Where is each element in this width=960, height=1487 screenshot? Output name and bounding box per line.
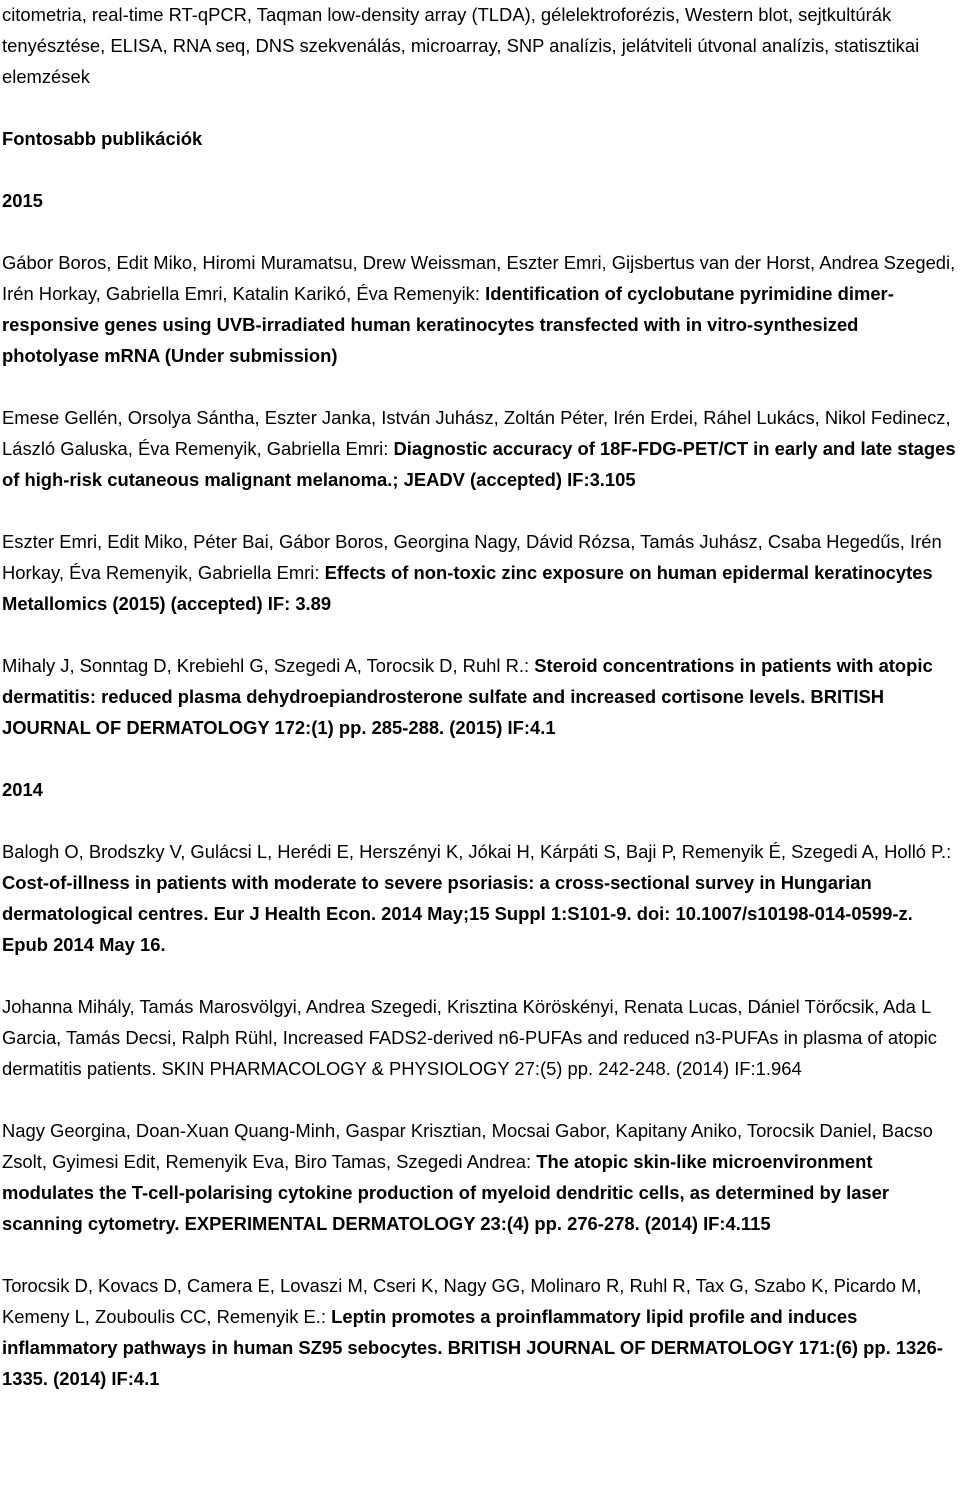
publication-title: Leptin promotes a proinflammatory lipid profile and induces inflammatory pathways in human SZ95 sebocytes. BRITISH JOURNAL OF DERMATOLOGY 171:(6) pp. 1326-1335. (2014) IF:4.1 — [2, 1306, 943, 1389]
section-title: Fontosabb publikációk — [2, 128, 203, 149]
publication-title: Steroid concentrations in patients with atopic dermatitis: reduced plasma dehydroepiandrosterone sulfate and increased cortisone levels. BRITISH JOURNAL OF DERMATOLOGY 172:(1) pp. 285-288. (2015) IF:4.1 — [2, 655, 933, 738]
publication-entry — [2, 402, 958, 495]
publication-title: The atopic skin-like microenvironment modulates the T-cell-polarising cytokine production of myeloid dendritic cells, as determined by laser scanning cytometry. EXPERIMENTAL DERMATOLOGY 23:(4) pp. 276-278. (2014) IF:4.115 — [2, 1151, 890, 1234]
publication-authors: Mihaly J, Sonntag D, Krebiehl G, Szegedi A, Torocsik D, Ruhl R.: — [2, 655, 535, 676]
year-heading-2015: 2015 — [2, 190, 43, 211]
publication-authors: Eszter Emri, Edit Miko, Péter Bai, Gábor Boros, Georgina Nagy, Dávid Rózsa, Tamás Juhász, Csaba Hegedűs, Irén Horkay, Éva Remenyik, Gabriella Emri: — [2, 531, 942, 583]
publication-authors: Torocsik D, Kovacs D, Camera E, Lovaszi M, Cseri K, Nagy GG, Molinaro R, Ruhl R, Tax G, Szabo K, Picardo M, Kemeny L, Zouboulis CC, Remenyik E.: — [2, 1275, 922, 1327]
methods-paragraph: citometria, real-time RT-qPCR, Taqman low-density array (TLDA), gélelektroforézis, Western blot, sejtkultúrák tenyésztése, ELISA, RNA seq, DNS szekvenálás, microarray, SNP analízis, jelátviteli útvonal analízis, statisztikai elemzések — [2, 4, 920, 87]
publication-title: Effects of non-toxic zinc exposure on human epidermal keratinocytes Metallomics (2015) (accepted) IF: 3.89 — [2, 562, 933, 614]
publication-authors: Johanna Mihály, Tamás Marosvölgyi, Andrea Szegedi, Krisztina Köröskényi, Renata Lucas, Dániel Törőcsik, Ada L Garcia, Tamás Decsi, Ralph Rühl, Increased FADS2-derived n6-PUFAs and reduced n3-PUFAs in plasma of atopic dermatitis patients. SKIN PHARMACOLOGY & PHYSIOLOGY 27:(5) pp. 242-248. (2014) IF:1.964 — [2, 996, 937, 1079]
publication-authors: Nagy Georgina, Doan-Xuan Quang-Minh, Gaspar Krisztian, Mocsai Gabor, Kapitany Aniko, Torocsik Daniel, Bacso Zsolt, Gyimesi Edit, Remenyik Eva, Biro Tamas, Szegedi Andrea: — [2, 1120, 933, 1172]
publication-authors: Balogh O, Brodszky V, Gulácsi L, Herédi E, Herszényi K, Jókai H, Kárpáti S, Baji P, Remenyik É, Szegedi A, Holló P.: — [2, 841, 952, 862]
publication-title: Cost-of-illness in patients with moderate to severe psoriasis: a cross-sectional survey in Hungarian dermatological centres. Eur J Health Econ. 2014 May;15 Suppl 1:S101-9. doi: 10.1007/s10198-014-0599-z. Epub 2014 May 16. — [2, 872, 913, 955]
publication-entry — [2, 836, 958, 960]
publication-entry — [2, 247, 958, 371]
publication-entry — [2, 526, 958, 619]
year-heading-2014: 2014 — [2, 779, 43, 800]
publication-title: Diagnostic accuracy of 18F-FDG-PET/CT in early and late stages of high-risk cutaneous malignant melanoma.; JEADV (accepted) IF:3.105 — [2, 438, 956, 490]
publication-entry — [2, 1270, 958, 1394]
publication-entry — [2, 650, 958, 743]
publication-entry — [2, 1115, 958, 1239]
document-page — [2, 0, 958, 1394]
publication-entry — [2, 991, 958, 1084]
publication-authors: Emese Gellén, Orsolya Sántha, Eszter Janka, István Juhász, Zoltán Péter, Irén Erdei, Ráhel Lukács, Nikol Fedinecz, László Galuska, Éva Remenyik, Gabriella Emri: — [2, 407, 951, 459]
publication-title: Identification of cyclobutane pyrimidine dimer-responsive genes using UVB-irradiated human keratinocytes transfected with in vitro-synthesized photolyase mRNA (Under submission) — [2, 283, 894, 366]
publication-authors: Gábor Boros, Edit Miko, Hiromi Muramatsu, Drew Weissman, Eszter Emri, Gijsbertus van der Horst, Andrea Szegedi, Irén Horkay, Gabriella Emri, Katalin Karikó, Éva Remenyik: — [2, 252, 956, 304]
